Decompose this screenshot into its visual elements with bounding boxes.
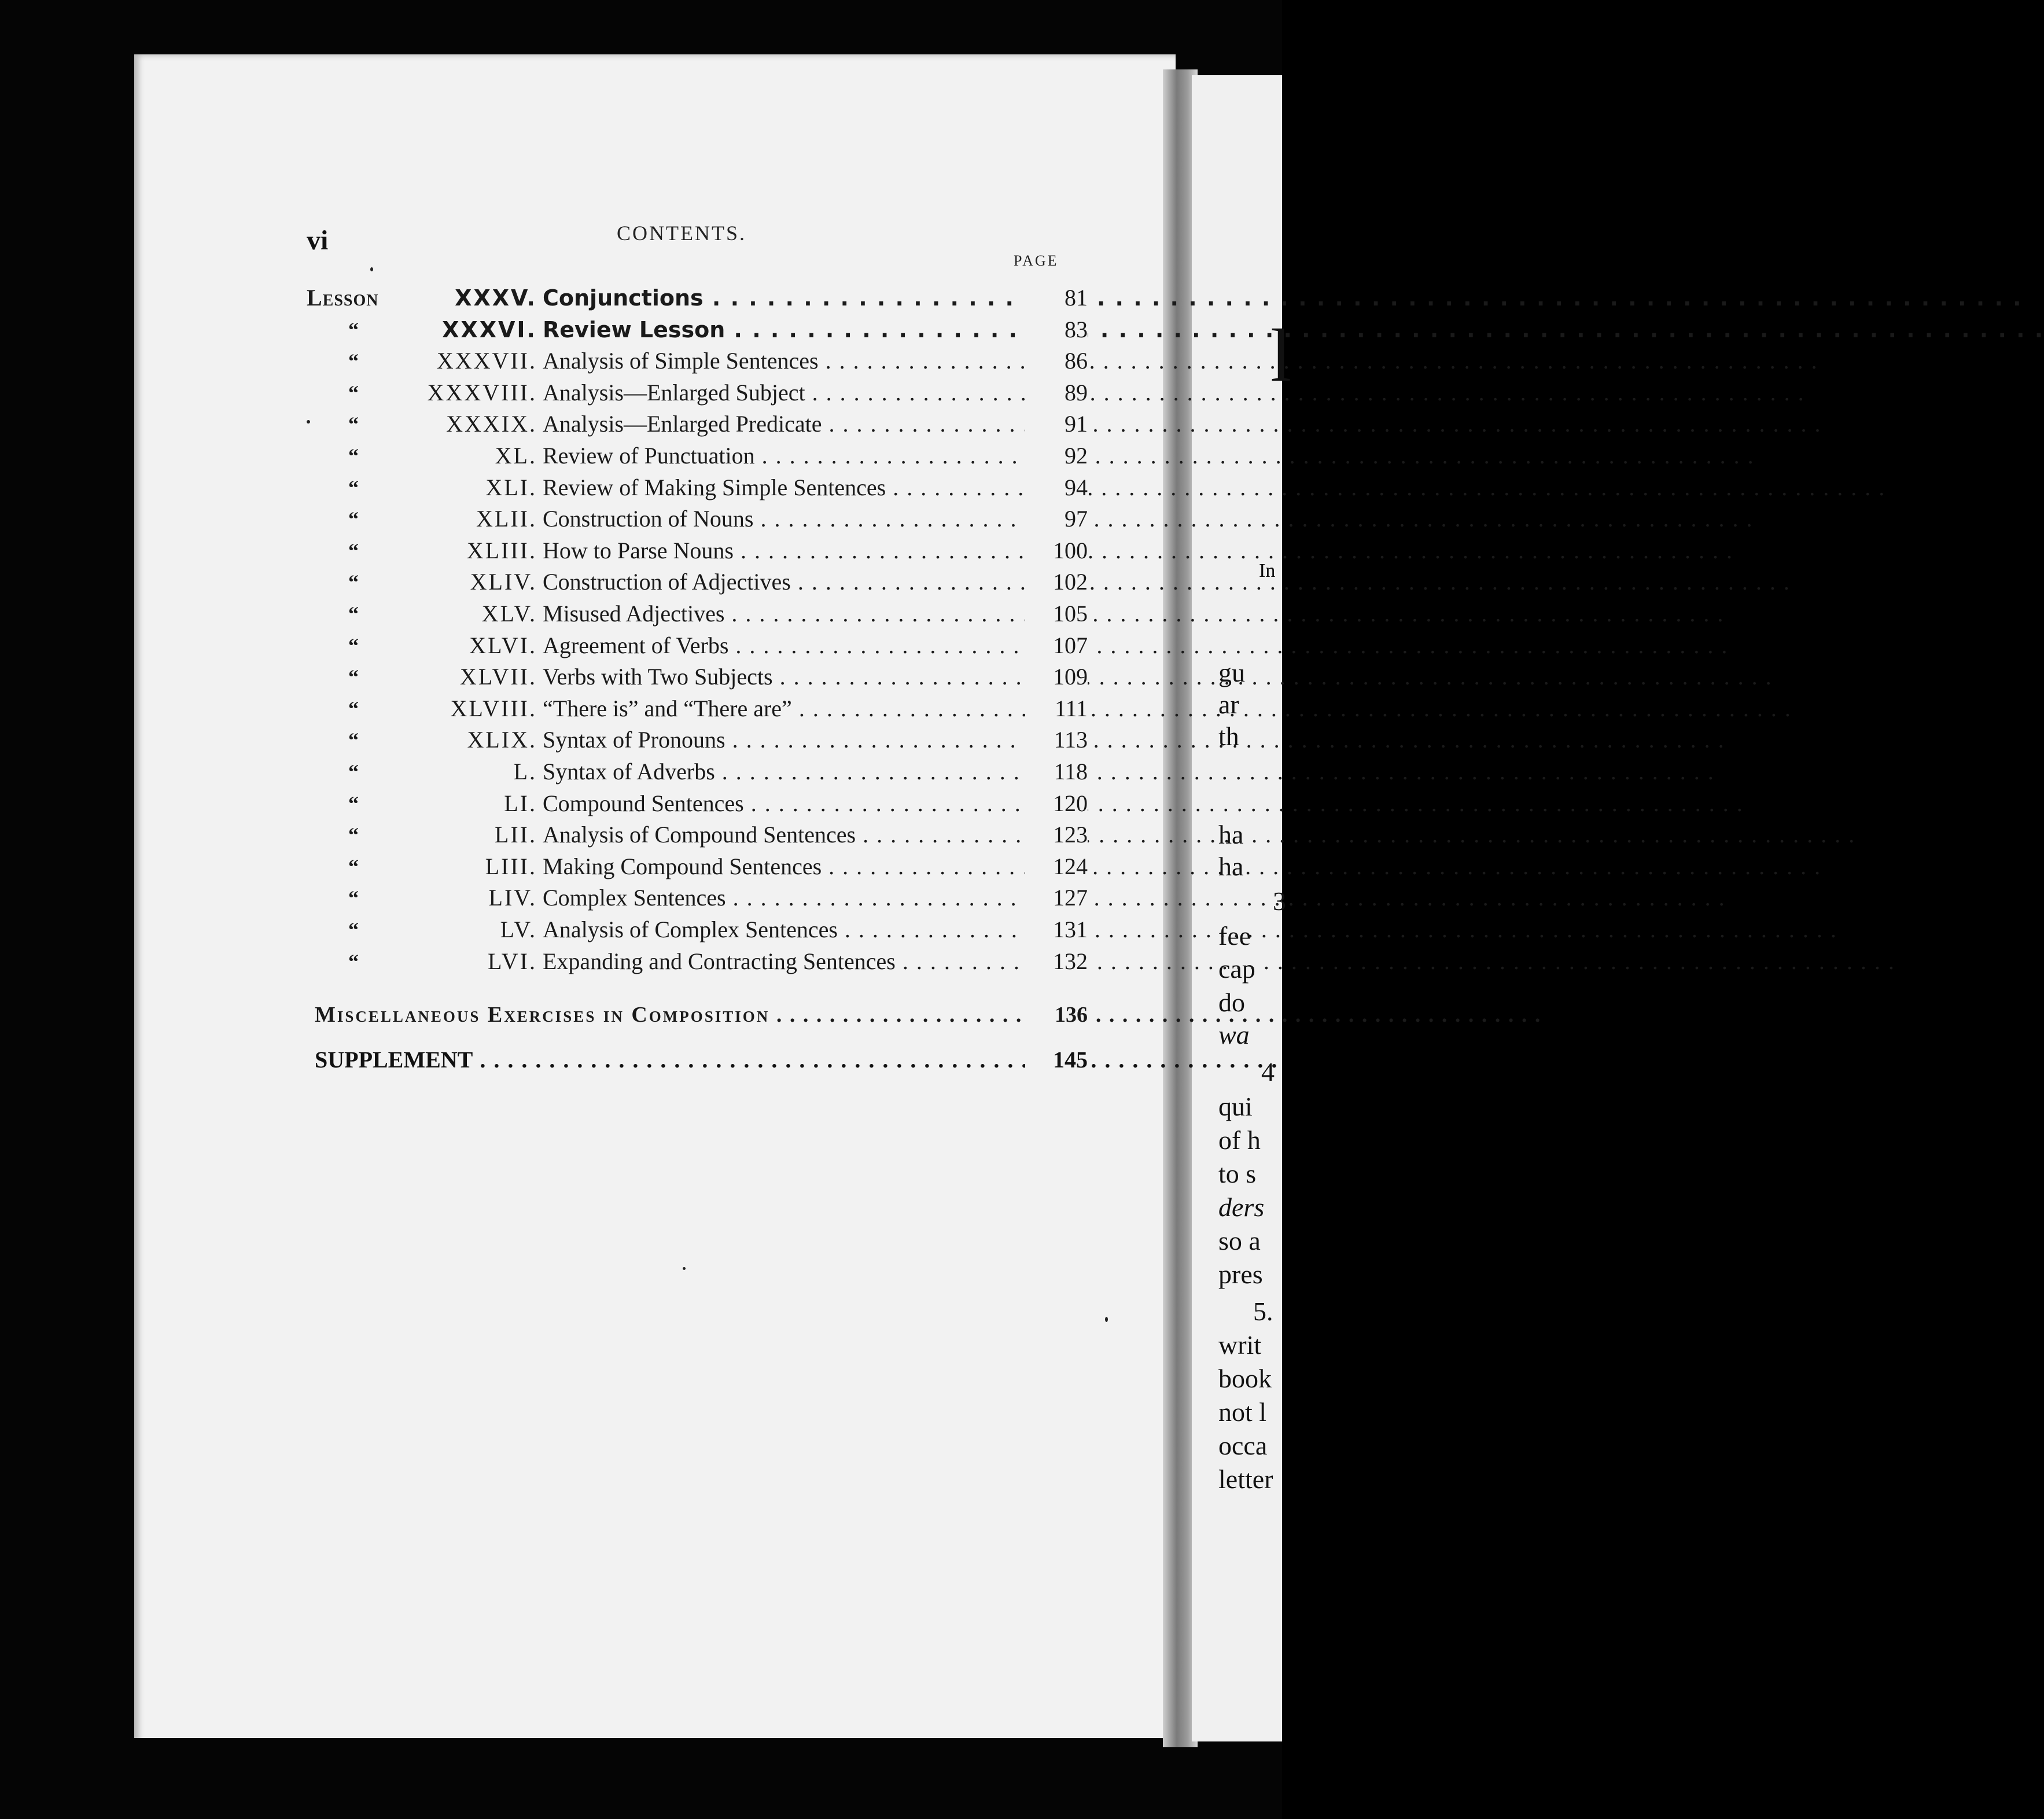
toc-entry-title: Expanding and Contracting Sentences . . . bbox=[543, 946, 1063, 977]
facing-fragment: so a bbox=[1218, 1226, 1261, 1255]
ditto-mark: “ bbox=[348, 634, 359, 657]
ditto-mark: “ bbox=[348, 949, 359, 973]
toc-entry-page: 113 bbox=[1025, 724, 1088, 756]
toc-entry-title: How to Parse Nouns . . . bbox=[543, 535, 1063, 566]
running-title: CONTENTS. bbox=[617, 222, 746, 245]
ditto-mark: “ bbox=[348, 539, 359, 562]
toc-entry-title: Analysis—Enlarged Predicate . . . bbox=[543, 408, 1063, 440]
lesson-number: LI. bbox=[504, 790, 537, 816]
page-number: vi bbox=[307, 225, 329, 256]
toc-entry bbox=[307, 598, 1088, 629]
ditto-mark: “ bbox=[348, 349, 359, 373]
lesson-number: XLI. bbox=[485, 474, 537, 500]
toc-entry-title: Misused Adjectives . . . bbox=[543, 598, 1063, 629]
toc-entry bbox=[307, 724, 1088, 756]
toc-entry-page: 100 bbox=[1025, 535, 1088, 566]
toc-entry-page: 111 bbox=[1025, 693, 1088, 724]
lesson-number: XLVII. bbox=[459, 664, 537, 690]
toc-entry-page: 118 bbox=[1025, 756, 1088, 787]
toc-entry-page: 86 bbox=[1025, 345, 1088, 377]
facing-fragment: th bbox=[1218, 721, 1239, 751]
toc-entry bbox=[307, 661, 1088, 693]
ditto-mark: “ bbox=[348, 918, 359, 941]
toc-entry bbox=[307, 377, 1088, 408]
toc-entry bbox=[307, 535, 1088, 566]
facing-fragment: not l bbox=[1218, 1397, 1267, 1427]
toc-entry-page: 127 bbox=[1025, 882, 1088, 914]
toc-entry-page: 109 bbox=[1025, 661, 1088, 693]
lesson-number: LV. bbox=[500, 916, 537, 942]
toc-entry-title: “There is” and “There are” . . . bbox=[543, 693, 1063, 724]
toc-entry-page: 107 bbox=[1025, 630, 1088, 661]
lesson-number: LII. bbox=[494, 822, 537, 848]
ditto-mark: “ bbox=[348, 476, 359, 499]
lesson-number: XLIII. bbox=[466, 537, 537, 564]
toc-entry-title: Review of Making Simple Sentences . . . bbox=[543, 472, 1063, 503]
toc-entry-page: 123 bbox=[1025, 819, 1088, 850]
toc-entry-title: Construction of Nouns . . . bbox=[543, 503, 1063, 535]
ditto-mark: “ bbox=[348, 665, 359, 689]
toc-entry-title: Construction of Adjectives . . . bbox=[543, 566, 1063, 598]
toc-entry-title: Analysis—Enlarged Subject . . . bbox=[543, 377, 1063, 408]
toc-entry-title: Conjunctions . . . bbox=[543, 282, 1063, 314]
page-column-label: PAGE bbox=[1014, 252, 1059, 269]
facing-fragment: 4 bbox=[1261, 1057, 1275, 1087]
toc-entry-title: Analysis of Compound Sentences . . . bbox=[543, 819, 1063, 850]
ditto-mark: “ bbox=[348, 697, 359, 720]
ditto-mark: “ bbox=[348, 855, 359, 878]
lesson-number: LVI. bbox=[488, 948, 537, 974]
toc-entry-page: 97 bbox=[1025, 503, 1088, 535]
lesson-number: LIII. bbox=[485, 853, 537, 879]
facing-fragment: to s bbox=[1218, 1159, 1257, 1188]
ditto-mark: “ bbox=[348, 318, 359, 341]
facing-fragment: ders bbox=[1218, 1192, 1265, 1222]
toc-entry-title: Syntax of Adverbs . . . bbox=[543, 756, 1063, 787]
ditto-mark: “ bbox=[348, 381, 359, 404]
lesson-number: L. bbox=[513, 758, 537, 785]
lesson-number: LIV. bbox=[488, 885, 537, 911]
lesson-number: XXXVIII. bbox=[427, 379, 537, 406]
facing-fragment: l bbox=[1270, 314, 1292, 397]
toc-entry-title: Analysis of Complex Sentences . . . bbox=[543, 914, 1063, 945]
ditto-mark: “ bbox=[348, 602, 359, 625]
facing-fragment: 5. bbox=[1253, 1297, 1273, 1326]
toc-entry-page: 136 bbox=[1025, 999, 1088, 1031]
toc-entry bbox=[307, 503, 1088, 535]
toc-entry-title: Review of Punctuation . . . bbox=[543, 440, 1063, 472]
toc-entry bbox=[307, 882, 1088, 914]
toc-entry-title: Analysis of Simple Sentences . . . bbox=[543, 345, 1063, 377]
facing-fragment: ha bbox=[1218, 852, 1244, 881]
ink-speck bbox=[370, 267, 373, 271]
toc-entry-page: 124 bbox=[1025, 851, 1088, 882]
lesson-number: XLV. bbox=[481, 601, 537, 627]
toc-entry-page: 92 bbox=[1025, 440, 1088, 472]
toc-entry-page: 89 bbox=[1025, 377, 1088, 408]
facing-fragment: book bbox=[1218, 1364, 1272, 1393]
lesson-number: XXXVI. bbox=[442, 316, 537, 343]
toc-entry bbox=[307, 282, 1088, 314]
lesson-number: XXXV. bbox=[455, 285, 537, 311]
toc-entry-title: Verbs with Two Subjects . . . bbox=[543, 661, 1063, 693]
toc-entry-page: 132 bbox=[1025, 946, 1088, 977]
facing-fragment: do bbox=[1218, 988, 1245, 1017]
toc-entry-page: 91 bbox=[1025, 408, 1088, 440]
toc-entry-page: 131 bbox=[1025, 914, 1088, 945]
toc-entry-title: Compound Sentences . . . bbox=[543, 788, 1063, 819]
toc-entry-page: 83 bbox=[1025, 314, 1088, 345]
toc-entry bbox=[307, 566, 1088, 598]
ditto-mark: “ bbox=[348, 760, 359, 783]
toc-entry-page: 94 bbox=[1025, 472, 1088, 503]
ditto-mark: “ bbox=[348, 886, 359, 910]
ditto-mark: “ bbox=[348, 823, 359, 847]
ink-speck bbox=[683, 1267, 686, 1270]
ink-speck bbox=[1105, 1317, 1108, 1322]
toc-entry-page: 81 bbox=[1025, 282, 1088, 314]
facing-fragment: fee bbox=[1218, 921, 1251, 951]
facing-fragment: ar bbox=[1218, 690, 1239, 719]
lesson-number: XLVIII. bbox=[450, 695, 537, 721]
toc-entry-page: 105 bbox=[1025, 598, 1088, 629]
toc-entry-title: Making Compound Sentences . . . bbox=[543, 851, 1063, 882]
ditto-mark: “ bbox=[348, 413, 359, 436]
toc-entry bbox=[307, 788, 1088, 819]
toc-entry-supplement bbox=[315, 1043, 1088, 1077]
toc-entry bbox=[307, 693, 1088, 724]
facing-fragment: gu bbox=[1218, 658, 1245, 687]
facing-fragment: letter bbox=[1218, 1464, 1273, 1494]
ditto-mark: “ bbox=[348, 570, 359, 594]
lesson-number: XLIV. bbox=[470, 569, 537, 595]
toc-entry-title: SUPPLEMENT . . . bbox=[315, 1047, 1278, 1073]
facing-fragment: 3 bbox=[1273, 886, 1286, 916]
toc-entry bbox=[307, 472, 1088, 503]
toc-entry-title: Complex Sentences . . . bbox=[543, 882, 1063, 914]
ditto-mark: “ bbox=[348, 444, 359, 467]
toc-entry-title: Review Lesson . . . bbox=[543, 314, 1063, 345]
toc-entry bbox=[307, 440, 1088, 472]
facing-fragment: of h bbox=[1218, 1125, 1261, 1155]
lesson-label: Lesson bbox=[307, 285, 379, 311]
lesson-number: XXXIX. bbox=[446, 411, 537, 437]
facing-fragment: qui bbox=[1218, 1092, 1253, 1121]
toc-entry bbox=[307, 914, 1088, 945]
lesson-number: XLIX. bbox=[467, 727, 537, 753]
toc-entry-miscellaneous bbox=[315, 999, 1088, 1031]
facing-fragment: wa bbox=[1218, 1020, 1250, 1050]
lesson-number: XLII. bbox=[476, 506, 537, 532]
toc-entry bbox=[307, 314, 1088, 345]
toc-entry-page: 145 bbox=[1025, 1043, 1088, 1077]
toc-entry bbox=[307, 345, 1088, 377]
facing-fragment: In bbox=[1259, 560, 1276, 581]
facing-fragment: ha bbox=[1218, 820, 1244, 849]
facing-fragment: occa bbox=[1218, 1431, 1268, 1460]
toc-entry bbox=[307, 946, 1088, 977]
toc-entry bbox=[307, 630, 1088, 661]
toc-entry-page: 102 bbox=[1025, 566, 1088, 598]
ditto-mark: “ bbox=[348, 507, 359, 531]
toc-entry bbox=[307, 408, 1088, 440]
facing-fragment: writ bbox=[1218, 1330, 1262, 1360]
toc-entry-title: Miscellaneous Exercises in Composition . . . bbox=[315, 1003, 1541, 1027]
toc-entry-title: Syntax of Pronouns . . . bbox=[543, 724, 1063, 756]
lesson-number: XXXVII. bbox=[436, 348, 537, 374]
facing-fragment: cap bbox=[1218, 954, 1255, 984]
facing-fragment: pres bbox=[1218, 1260, 1263, 1289]
toc-entry bbox=[307, 819, 1088, 850]
toc-entry bbox=[307, 851, 1088, 882]
ditto-mark: “ bbox=[348, 791, 359, 815]
toc-entry-page: 120 bbox=[1025, 788, 1088, 819]
ditto-mark: “ bbox=[348, 728, 359, 752]
toc-entry bbox=[307, 756, 1088, 787]
lesson-number: XL. bbox=[495, 443, 537, 469]
toc-entry-title: Agreement of Verbs . . . bbox=[543, 630, 1063, 661]
lesson-number: XLVI. bbox=[469, 632, 537, 658]
ink-speck bbox=[307, 420, 310, 424]
